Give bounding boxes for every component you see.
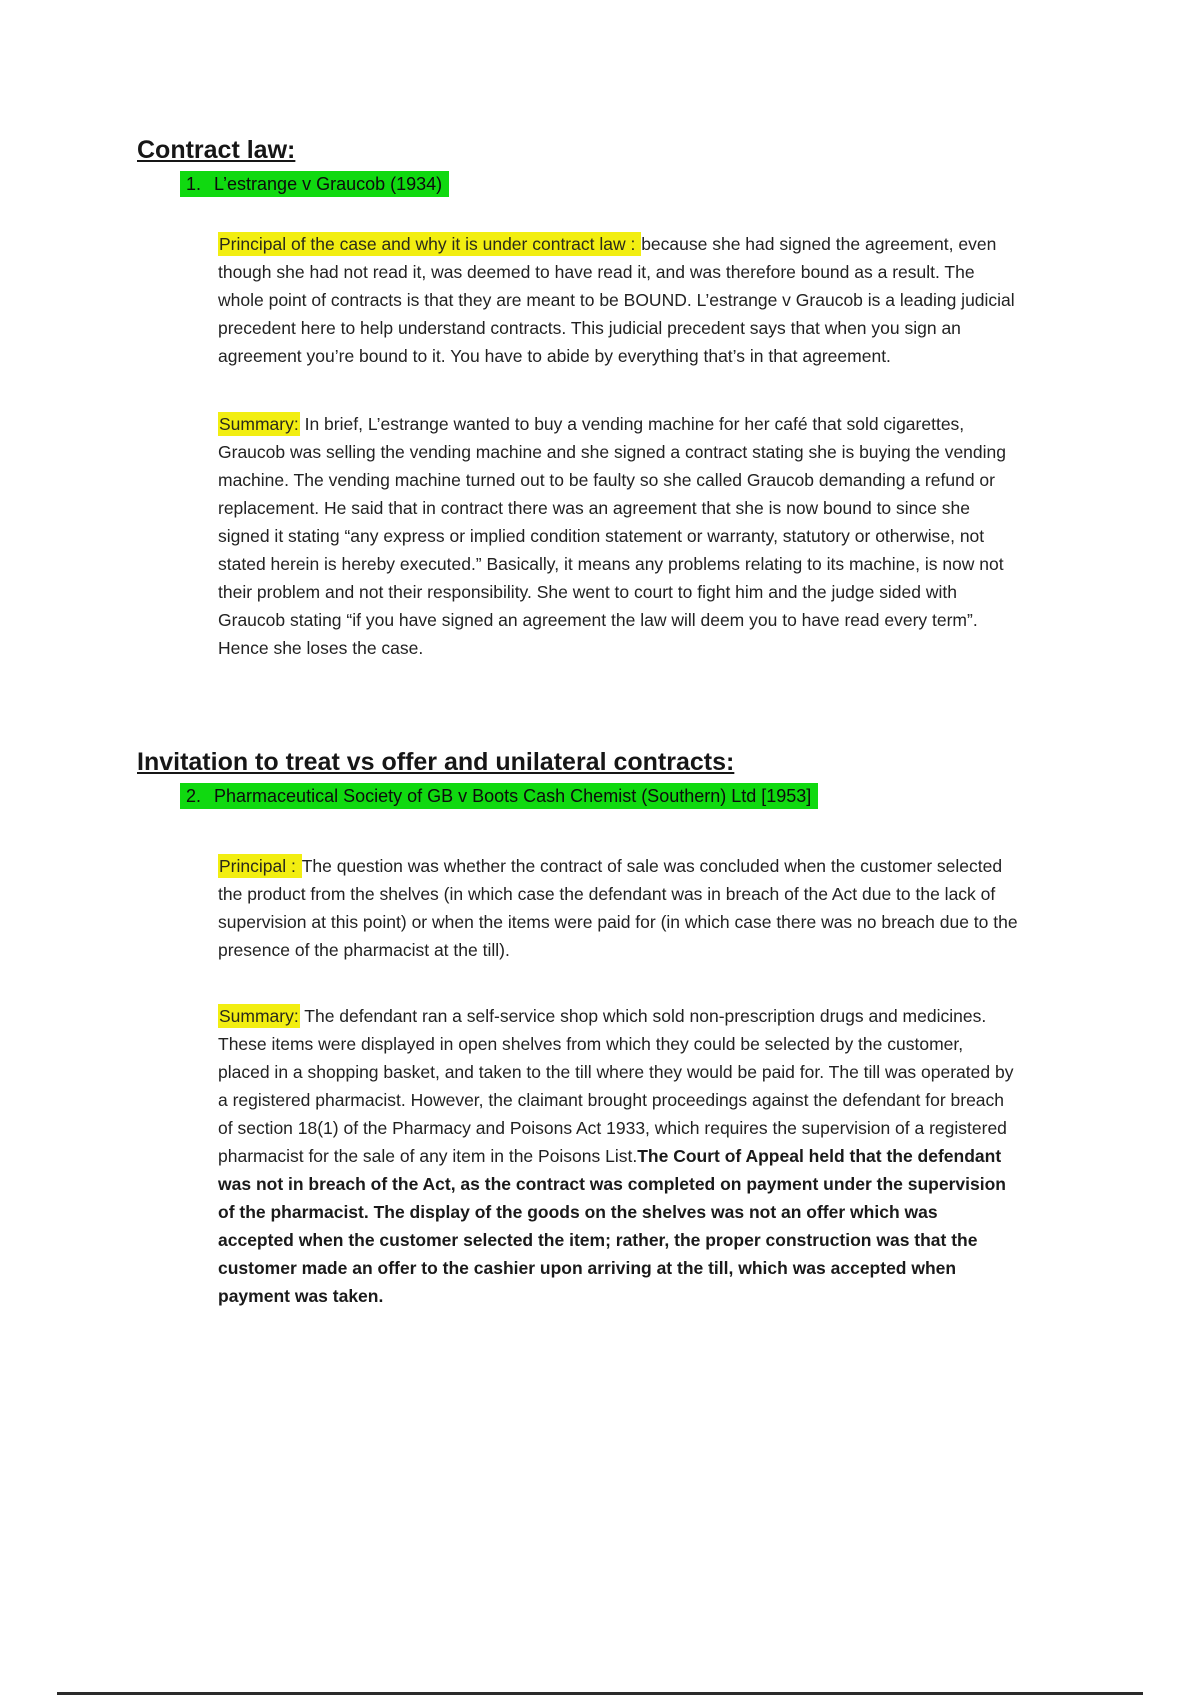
paragraph-summary-2 [218,1002,1018,1310]
case-list-item-1 [180,172,1200,196]
yellow-highlight-summary-2: Summary: [219,1006,299,1026]
paragraph-principal-2 [218,852,1018,964]
section-heading-invitation-to-treat: Invitation to treat vs offer and unilateral contracts: [137,748,735,776]
case-list-item-2 [180,784,1200,808]
page-break-divider [57,1692,1143,1695]
yellow-highlight-principal-1: Principal of the case and why it is under contract law : [219,234,641,254]
green-highlight-case-2 [180,783,818,809]
paragraph-body: The defendant ran a self-service shop which sold non-prescription drugs and medicines. These items were displayed in open shelves from which they could be selected by the customer, placed in a shopping basket, and taken to the till where they would be paid for. The till was operated by a registered pharmacist. However, the claimant brought proceedings against the defendant for breach of section 18(1) of the Pharmacy and Poisons Act 1933, which requires the supervision of a registered pharmacist for the sale of any item in the Poisons List. [218,1006,1014,1166]
green-highlight-case-1 [180,171,449,197]
paragraph-body: The question was whether the contract of sale was concluded when the customer selected the product from the shelves (in which case the defendant was in breach of the Act due to the lack of supervision at this point) or when the items were paid for (in which case there was no breach due to the presence of the pharmacist at the till). [218,856,1018,960]
paragraph-principal-1 [218,230,1018,370]
list-number: 1. [186,174,202,194]
paragraph-body: because she had signed the agreement, even though she had not read it, was deemed to have read it, and was therefore bound as a result. The whole point of contracts is that they are meant to be BOUND. L’estrange v Graucob is a leading judicial precedent here to help understand contracts. This judicial precedent says that when you sign an agreement you’re bound to it. You have to abide by everything that’s in that agreement. [218,234,1015,366]
case-title: L’estrange v Graucob (1934) [214,174,443,194]
paragraph-bold-run: The Court of Appeal held that the defendant was not in breach of the Act, as the contract was completed on payment under the supervision of the pharmacist. The display of the goods on the shelves was not an offer which was accepted when the customer selected the item; rather, the proper construction was that the customer made an offer to the cashier upon arriving at the till, which was accepted when payment was taken. [218,1146,1006,1306]
section-heading-contract-law: Contract law: [137,136,296,164]
paragraph-body: In brief, L’estrange wanted to buy a vending machine for her café that sold cigarettes, Graucob was selling the vending machine and she signed a contract stating she is buying the vending machine. The vending machine turned out to be faulty so she called Graucob demanding a refund or replacement. He said that in contract there was an agreement that she is now bound to since she signed it stating “any express or implied condition statement or warranty, statutory or otherwise, not stated herein is hereby executed.” Basically, it means any problems relating to its machine, is now not their problem and not their responsibility. She went to court to fight him and the judge sided with Graucob stating “if you have signed an agreement the law will deem you to have read every term”. Hence she loses the case. [218,414,1006,658]
yellow-highlight-summary-1: Summary: [219,414,299,434]
paragraph-summary-1 [218,410,1018,662]
case-title: Pharmaceutical Society of GB v Boots Cash Chemist (Southern) Ltd [1953] [214,786,812,806]
list-number: 2. [186,786,202,806]
yellow-highlight-principal-2: Principal : [219,856,301,876]
